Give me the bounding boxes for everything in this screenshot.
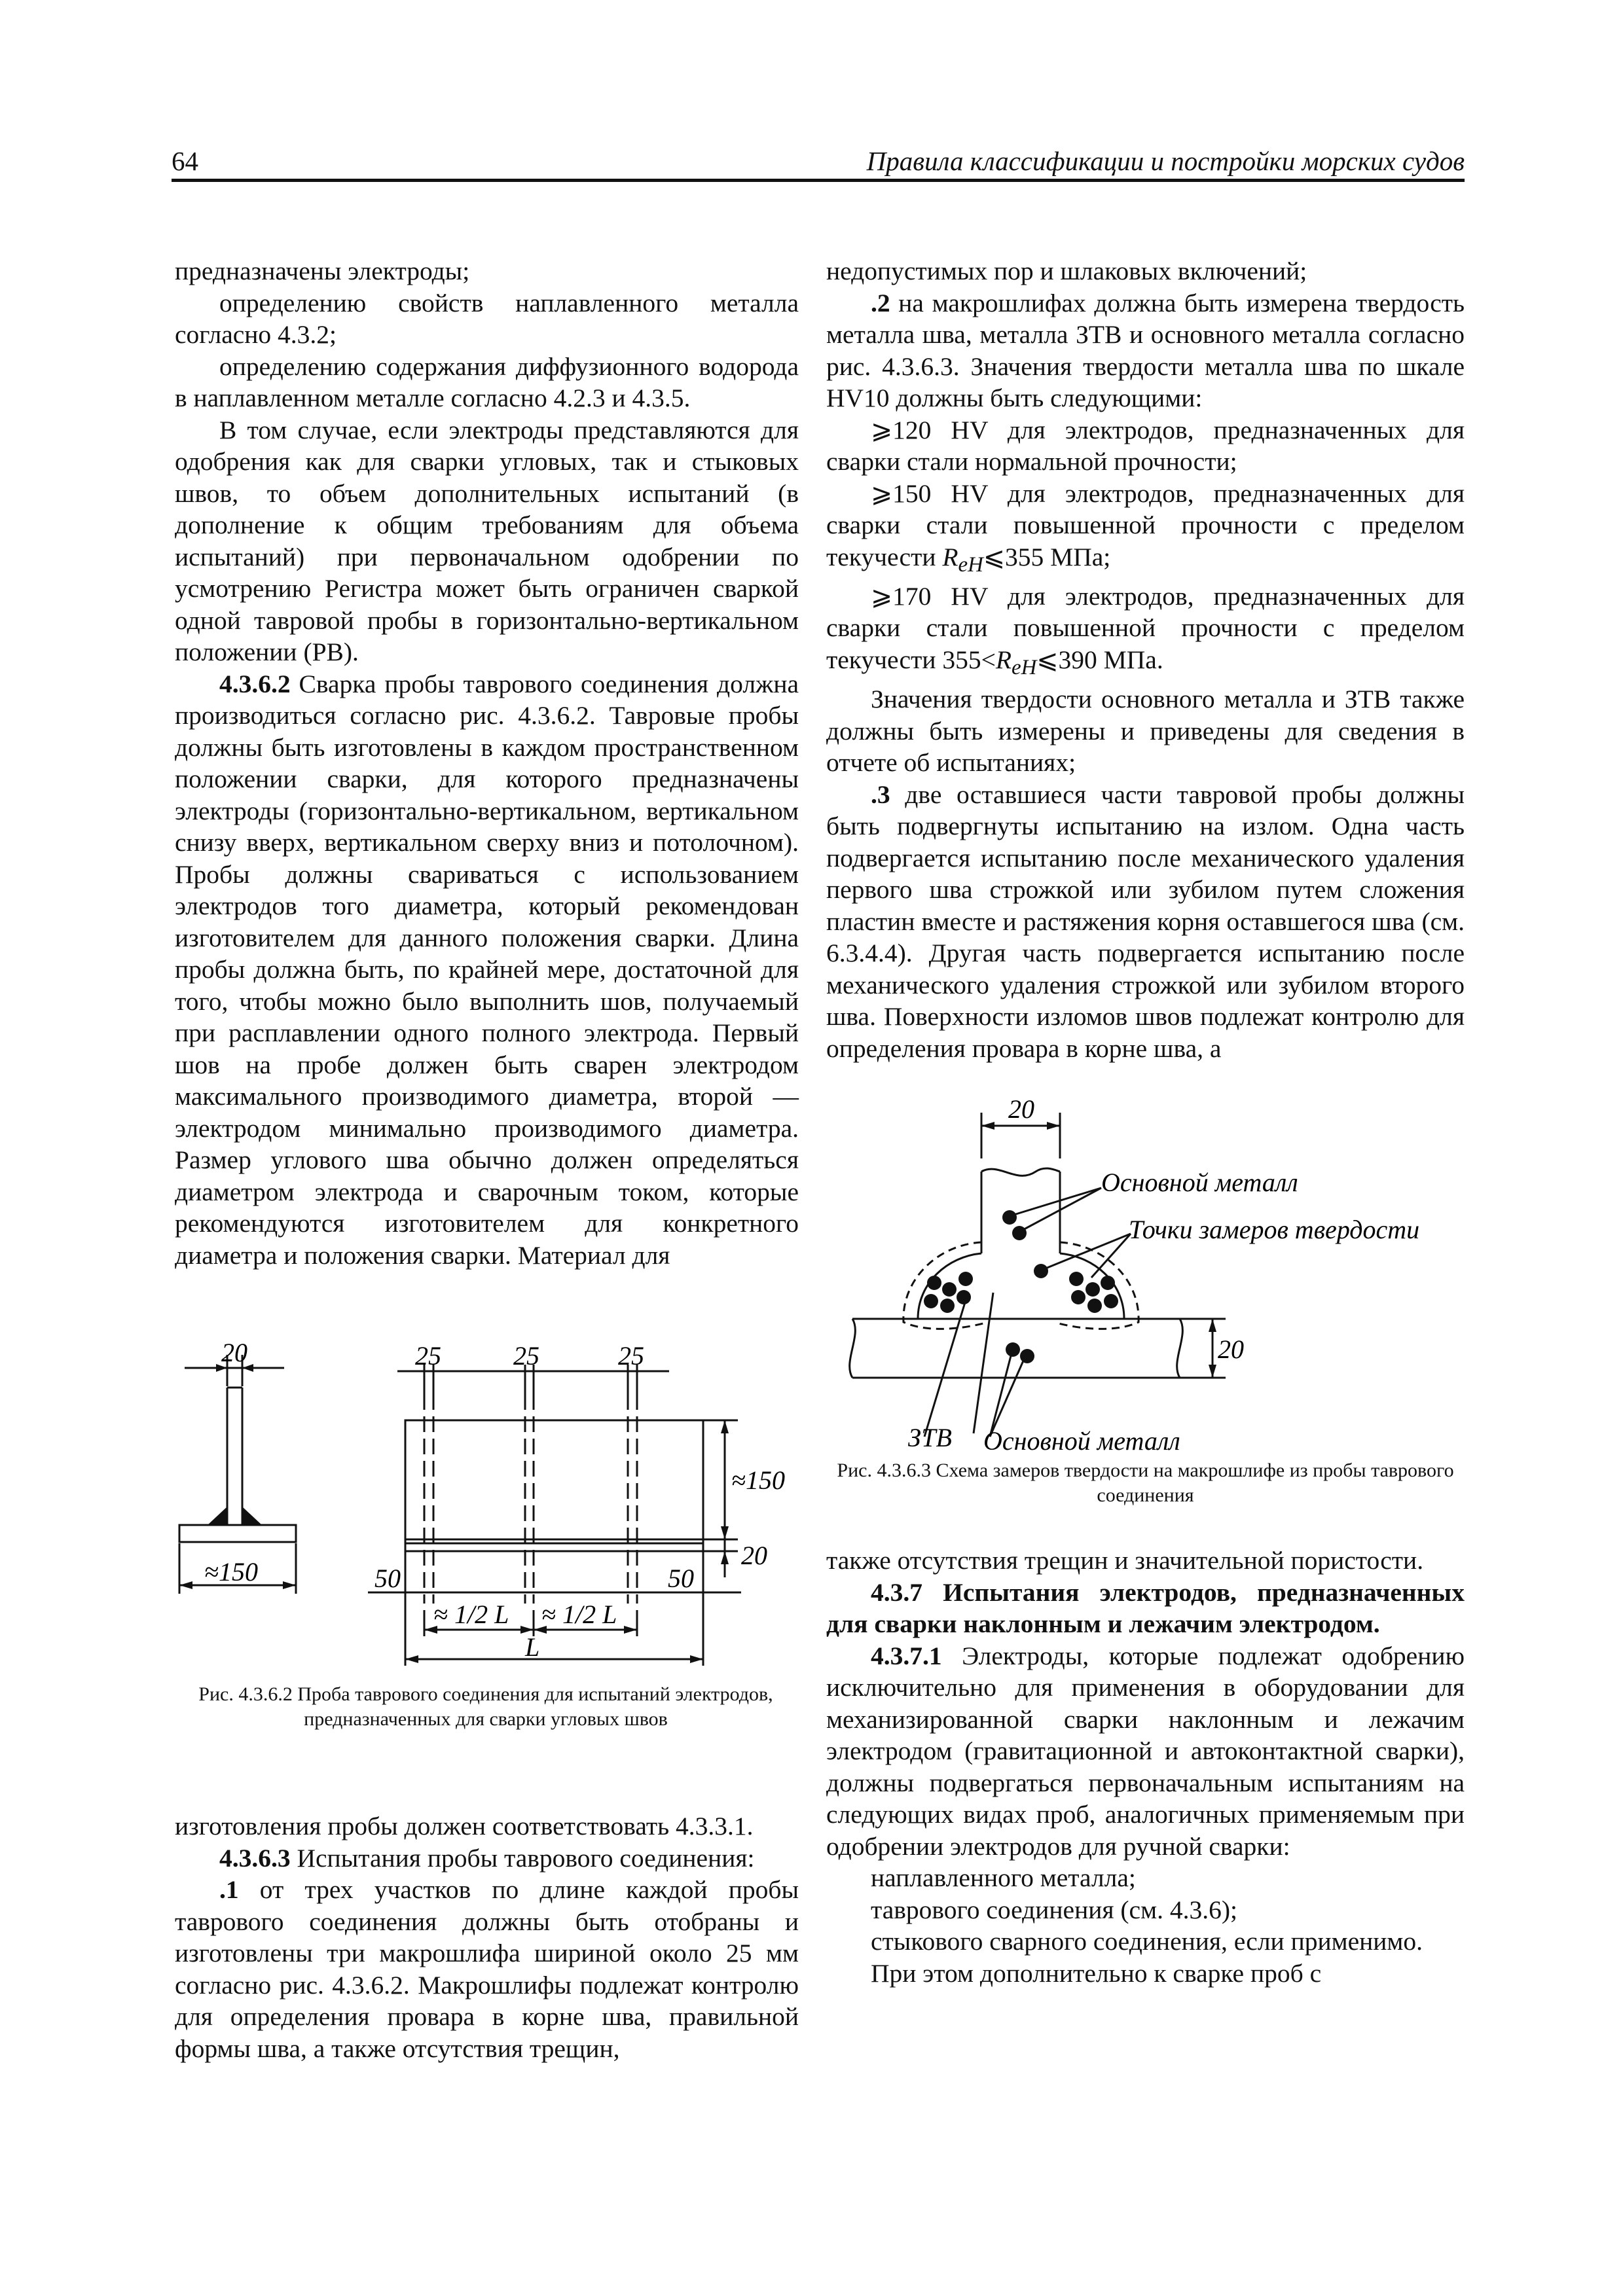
label-hardness-points: Точки замеров твердости <box>1129 1215 1420 1244</box>
right-column-bottom <box>826 1545 1465 1989</box>
dim-25-b: 25 <box>513 1341 539 1371</box>
dim-20-side: 20 <box>1218 1335 1244 1364</box>
paragraph: недопустимых пор и шлаковых включений; <box>826 257 1307 285</box>
dim-25-a: 25 <box>415 1341 441 1371</box>
paragraph: изготовления пробы должен соответствовать 4.3.3.1. <box>175 1812 754 1840</box>
right-column-top <box>826 255 1465 1064</box>
figure-4-3-6-2 <box>172 1329 800 1682</box>
paragraph: 4.3.6.2 Сварка пробы таврового соединения должна производиться согласно рис. 4.3.6.2. Тавровые пробы должны быть изготовлены в каждом пространственном положении сварки, для которого предназначены электроды (горизонтально-вертикальном, вертикальном снизу вверх, вертикальном сверху вниз и потолочном). Пробы должны свариваться с использованием электродов того диаметра, который рекомендован изготовителем для данного положения сварки. Длина пробы должна быть, по крайней мере, достаточной для того, чтобы можно было выполнить шов, получаемый при расплавлении одного полного электрода. Первый шов на пробе должен быть сварен электродом максимального производимого диаметра, второй — электродом минимально производимого диаметра. Размер углового шва обычно должен определяться диаметром электрода и сварочным током, которые рекомендуются изготовителем для конкретного диаметра и положения сварки. Материал для <box>175 669 799 1270</box>
figure-4-3-6-2-caption: Рис. 4.3.6.2 Проба таврового соединения для испытаний электродов, предназначенных для сварки угловых швов <box>198 1683 773 1730</box>
paragraph: .3 две оставшиеся части тавровой пробы должны быть подвергнуты испытанию на излом. Одна часть подвергается испытанию после механического удаления первого шва строжкой или зубилом путем сложения пластин вместе и растяжения корня оставшегося шва (см. 6.3.4.4). Другая часть подвергается испытанию после механического удаления строжкой или зубилом второго шва. Поверхности изломов швов подлежат контролю для определения провара в корне шва, а <box>826 780 1465 1063</box>
paragraph: наплавленного металла; <box>871 1863 1136 1892</box>
left-column-bottom <box>175 1810 799 2064</box>
dim-half-l-a: ≈ 1/2 L <box>433 1600 509 1629</box>
dim-50-left: 50 <box>374 1564 401 1593</box>
paragraph: таврового соединения (см. 4.3.6); <box>871 1895 1237 1924</box>
paragraph: При этом дополнительно к сварке проб с <box>871 1958 1322 1988</box>
paragraph: также отсутствия трещин и значительной пористости. <box>826 1546 1424 1575</box>
dim-20-top: 20 <box>221 1338 247 1367</box>
paragraph: ⩾150 HV для электродов, предназначенных для сварки стали повышенной прочности с пределом текучести $R_{eH}⩽355$ МПа; <box>826 478 1465 577</box>
dim-20-side: 20 <box>741 1541 767 1570</box>
label-base-metal-top: Основной металл <box>1101 1168 1298 1197</box>
page-header <box>172 145 1465 179</box>
paragraph: Значения твердости основного металла и ЗТВ также должны быть измерены и приведены для сведения в отчете об испытаниях; <box>826 685 1465 778</box>
paragraph: стыкового сварного соединения, если применимо. <box>871 1927 1423 1956</box>
dim-l: L <box>525 1632 540 1662</box>
dim-25-c: 25 <box>618 1341 644 1371</box>
paragraph: определению свойств наплавленного металла согласно 4.3.2; <box>175 288 799 349</box>
paragraph: 4.3.6.3 Испытания пробы таврового соединения: <box>219 1843 755 1873</box>
header-rule <box>172 179 1465 182</box>
paragraph: ⩾170 HV для электродов, предназначенных для сварки стали повышенной прочности с пределом текучести $355<R_{eH}⩽390$ МПа. <box>826 581 1465 679</box>
paragraph: ⩾120 HV для электродов, предназначенных для сварки стали нормальной прочности; <box>826 415 1465 476</box>
figure-4-3-6-3 <box>826 1093 1465 1460</box>
paragraph: .1 от трех участков по длине каждой пробы таврового соединения должны быть отобраны и изготовлены три макрошлифа шириной около 25 мм согласно рис. 4.3.6.2. Макрошлифы подлежат контролю для определения провара в корне шва, правильной формы шва, а также отсутствия трещин, <box>175 1875 799 2063</box>
label-base-metal-bottom: Основной металл <box>983 1426 1180 1456</box>
label-haz: ЗТВ <box>908 1423 952 1452</box>
fillet-weld-right <box>242 1507 262 1525</box>
page-number: 64 <box>172 146 198 176</box>
paragraph: 4.3.7.1 Электроды, которые подлежат одобрению исключительно для применения в оборудовании для механизированной сварки наклонным и лежачим электродом (гравитационной и автоконтактной сварки), должны подвергаться первоначальным испытаниям на следующих видах проб, аналогичных применяемым при одобрении электродов для ручной сварки: <box>826 1641 1465 1861</box>
dim-half-l-b: ≈ 1/2 L <box>541 1600 617 1629</box>
dim-20-top: 20 <box>1008 1094 1034 1124</box>
running-title: Правила классификации и постройки морских судов <box>866 146 1465 176</box>
left-column-top <box>175 255 799 1271</box>
figure-4-3-6-3-caption: Рис. 4.3.6.3 Схема замеров твердости на макрошлифе из пробы таврового соединения <box>837 1460 1454 1506</box>
paragraph: В том случае, если электроды представляются для одобрения как для сварки угловых, так и стыковых швов, то объем дополнительных испытаний (в дополнение к общим требованиям для объема испытаний) при первоначальном одобрении по усмотрению Регистра может быть ограничен сваркой одной тавровой пробы в горизонтально-вертикальном положении (PB). <box>175 415 799 666</box>
dim-150-base: ≈150 <box>204 1557 258 1587</box>
fillet-weld-left <box>208 1507 227 1525</box>
paragraph: 4.3.7 Испытания электродов, предназначенных для сварки наклонным и лежачим электродом. <box>826 1577 1465 1638</box>
paragraph: .2 на макрошлифах должна быть измерена твердость металла шва, металла ЗТВ и основного металла согласно рис. 4.3.6.3. Значения твердости металла шва по шкале HV10 должны быть следующими: <box>826 288 1465 412</box>
dim-150-side: ≈150 <box>731 1465 785 1495</box>
paragraph: предназначены электроды; <box>175 257 470 285</box>
paragraph: определению содержания диффузионного водорода в наплавленном металле согласно 4.2.3 и 4.3.5. <box>175 351 799 412</box>
dim-50-right: 50 <box>668 1564 694 1593</box>
